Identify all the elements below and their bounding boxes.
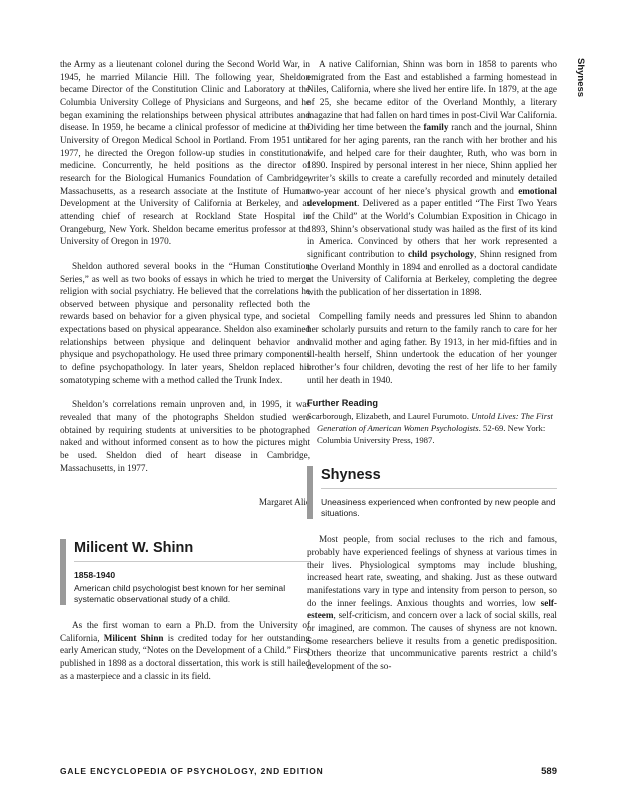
shinn-entry-heading: [60, 539, 310, 605]
running-head-label: Shyness: [575, 58, 586, 98]
author-signature: Margaret Alic: [258, 497, 310, 508]
bold-term: self-esteem: [307, 597, 557, 621]
footer-title: GALE ENCYCLOPEDIA OF PSYCHOLOGY, 2ND EDITION: [60, 766, 324, 776]
running-head-tab: [572, 58, 586, 118]
shinn-paragraph-2: [307, 58, 557, 298]
heading-rule: [321, 488, 557, 489]
bold-term: Milicent Shinn: [103, 632, 164, 643]
text-run: , Shinn resigned from the Overland Monthly in 1894 and enrolled as a doctoral candidate at the University of California at Berkeley, completing the degree with the publication of her dissertation in 1898.: [307, 248, 557, 297]
shyness-title: Shyness: [321, 467, 381, 484]
page-footer: [60, 766, 557, 776]
shyness-paragraph-1: [307, 533, 557, 672]
sheldon-paragraph-2: [60, 260, 310, 387]
bold-term: child psychology: [407, 248, 475, 259]
text-run: ranch and the journal, Shinn cared for her aging parents, ran the ranch with her brother and his wife, and helped care for their daughter, Ruth, who was born in 1890. Inspired by personal interest in her niece, Shinn applied her writer’s skills to create a carefully recorded and minutely detailed two-year account of her niece’s physical growth and: [307, 122, 557, 196]
bold-term: emotional development: [307, 185, 557, 209]
page-number: 589: [541, 766, 557, 777]
text-run: . Delivered as a paper entitled “The First Two Years of the Child” at the World’s Columbian Exposition in Chicago in 1893, Shinn’s observational study was hailed as the first of its kind in America. Convinced by others that her work represented a significant contribution to: [307, 198, 557, 259]
shinn-description: American child psychologist best known for her seminal systematic observational study of a child.: [74, 583, 286, 604]
text-run: Compelling family needs and pressures led Shinn to abandon her scholarly pursuits and return to the family ranch to care for her invalid mother and aging father. By 1913, in her mid-fifties and in ill-health herself, Shinn undertook the education of her younger brother’s four children, devoting the rest of her life to her family until her death in 1940.: [307, 311, 557, 385]
shyness-description: Uneasiness experienced when confronted by new people and situations.: [321, 497, 556, 519]
text-run: Most people, from social recluses to the rich and famous, probably have experienced feelings of shyness at various times in their lives. Physiological symptoms may include blushing, increased heart rate, sweating, and shaking. Just as these outward manifestations vary in type and intensity from person to person, so do the inner feelings. Anxious thoughts and worries, low: [307, 534, 557, 608]
heading-rule: [74, 561, 310, 562]
text-run: is credited today for her outstanding early American study, “Notes on the Development of a Child.” First published in 1898 as a doctoral dissertation, this work is still hailed as a masterpiece and a classic in its field.: [60, 632, 310, 681]
text-run: Sheldon’s correlations remain unproven and, in 1995, it was revealed that many of the photographs Sheldon studied were obtained by requiring students at universities to be photographed naked and without informed consent as to how the pictures might be used. Sheldon died of heart disease in Cambridge, Massachusetts, in 1977.: [60, 399, 310, 473]
left-column: [60, 58, 310, 682]
shinn-title: Milicent W. Shinn: [74, 540, 194, 556]
text-run: As the first woman to earn a Ph.D. from the University of California,: [60, 620, 310, 643]
right-column: [307, 58, 557, 673]
sheldon-paragraph-3: [60, 398, 310, 474]
text-run: Sheldon authored several books in the “Human Constitution Series,” as well as two books of essays in which he tried to merge religion with social psychiatry. He believed that the correlations he observed between physique and personality reflected both the rewards based on behavior for a given physical type, and societal expectations based on physical appearance. Sheldon also examined relationships between physique and delinquent behavior and physique and psychopathology. He used three primary components to define psychopathology. In later years, Sheldon replaced his somatotyping scheme with a method called the Trunk Index.: [60, 260, 310, 385]
shyness-entry-heading: [307, 466, 557, 519]
text-run: . 52-69. New York: Columbia University Press, 1987.: [317, 423, 546, 446]
shinn-paragraph-3: [307, 310, 557, 386]
further-reading-entry: [307, 410, 557, 446]
text-run: A native Californian, Shinn was born in 1858 to parents who emigrated from the East and established a farming homestead in Niles, California, where she lived her entire life. In 1879, at the age of 25, she became editor of the Overland Monthly, a literary magazine that had fallen on hard times in post-Civil War California. Dividing her time between the: [307, 59, 557, 133]
sheldon-paragraph-1: [60, 58, 310, 248]
bold-term: family: [423, 122, 449, 133]
further-reading-title: Further Reading: [307, 398, 378, 409]
text-run: , self-criticism, and concern over a lack of social skills, real or imagined, are common. The causes of shyness are not known. Some researchers believe it results from a genetic predisposition. Others theorize that uncommunicative parents restrict a child’s development of the so-: [307, 610, 557, 671]
text-run: Scarborough, Elizabeth, and Laurel Furumoto.: [307, 411, 472, 422]
text-run: the Army as a lieutenant colonel during the Second World War, in 1945, he married Milancie Hill. The following year, Sheldon became Director of the Constitution Clinic and Laboratory at the Columbia University College of Physicians and Surgeons, and he began examining the relationships between physical attributes and disease. In 1959, he became a clinical professor of medicine at the University of Oregon Medical School in Portland. From 1951 until 1977, he directed the Oregon follow-up studies in constitutional medicine. Concurrently, he held positions as the director of research for the Biological Humanics Foundation of Cambridge, Massachusetts, as a research associate at the Institute of Human Development at the University of California at Berkeley, and as attending chief of research at Rockland State Hospital in Orangeburg, New York. Sheldon became emeritus professor at the University of Oregon in 1970.: [60, 59, 310, 247]
italic-title: Untold Lives: The First Generation of American Women Psychologists: [317, 411, 553, 434]
shinn-paragraph-1: [60, 619, 310, 682]
shinn-dates: 1858-1940: [74, 570, 116, 580]
